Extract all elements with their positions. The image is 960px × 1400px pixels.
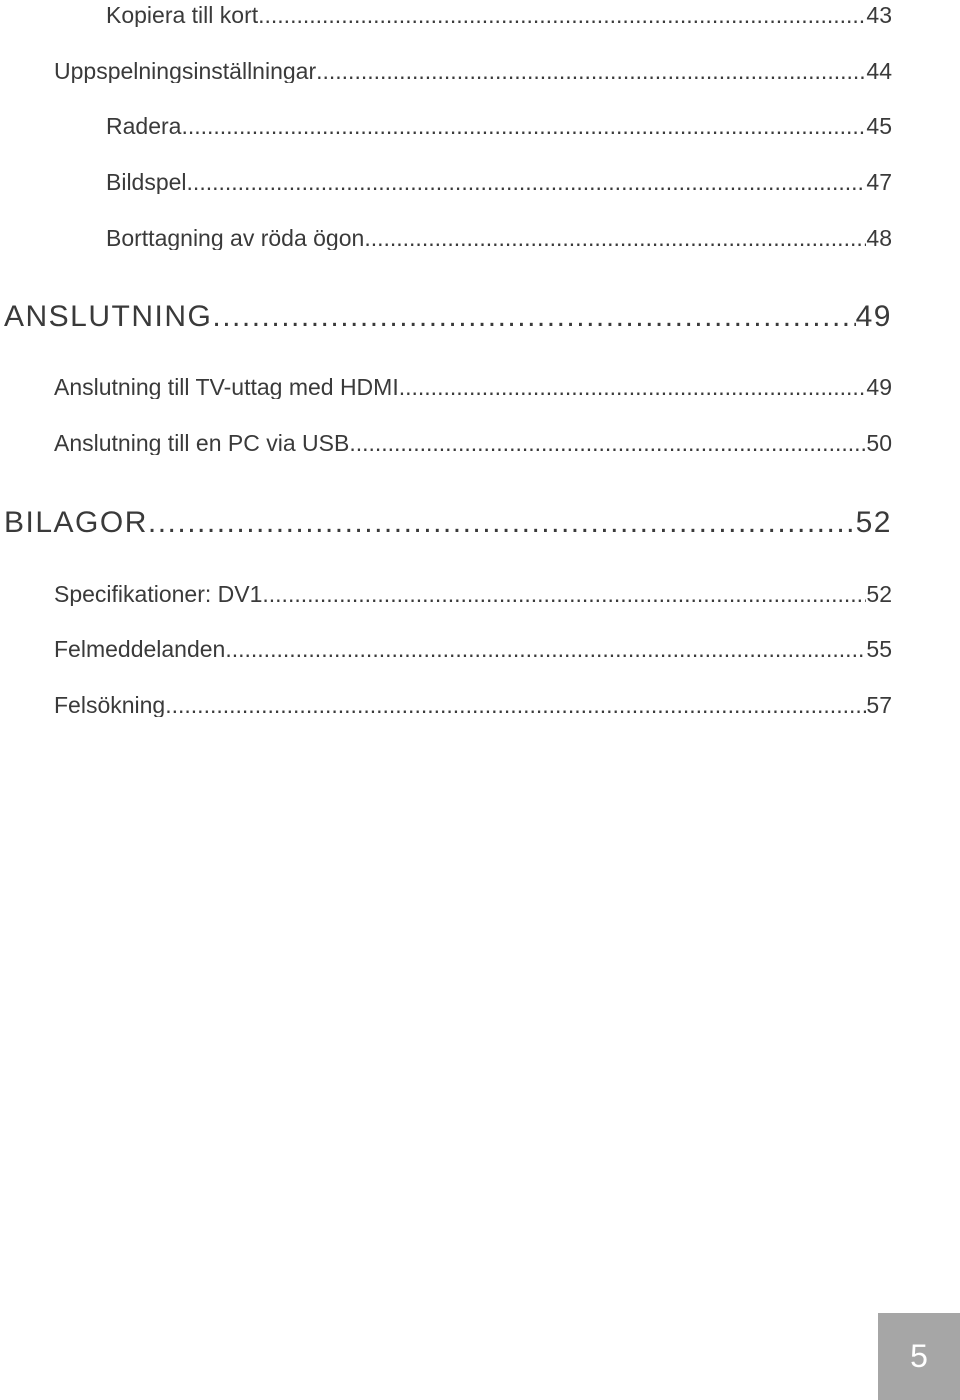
toc-section-anslutning[interactable] (4, 302, 892, 332)
toc-entry-title: Anslutning till TV-uttag med HDMI (54, 376, 399, 399)
toc-entry-anslutning-tv-hdmi[interactable] (54, 376, 892, 399)
dot-leader (225, 638, 866, 661)
dot-leader (148, 508, 856, 538)
toc-entry-title: Borttagning av röda ögon (106, 227, 365, 250)
dot-leader (349, 432, 866, 455)
toc-entry-bildspel[interactable] (106, 171, 892, 194)
dot-leader (399, 376, 867, 399)
toc-section-page: 52 (855, 508, 892, 538)
dot-leader (364, 227, 866, 250)
dot-leader (181, 115, 866, 138)
toc-entry-page: 47 (866, 171, 892, 194)
toc-entry-title: Kopiera till kort (106, 4, 259, 27)
toc-entry-page: 55 (866, 638, 892, 661)
toc-entry-specifikationer[interactable] (54, 583, 892, 606)
toc-entry-title: Uppspelningsinställningar (54, 60, 317, 83)
toc-entry-anslutning-pc-usb[interactable] (54, 432, 892, 455)
toc-entry-page: 43 (866, 4, 892, 27)
dot-leader (212, 302, 855, 332)
toc-entry-page: 45 (866, 115, 892, 138)
toc-entry-felmeddelanden[interactable] (54, 638, 892, 661)
toc-entry-title: Felmeddelanden (54, 638, 226, 661)
toc-entry-page: 44 (866, 60, 892, 83)
page-number-box (878, 1313, 960, 1400)
toc-section-title: BILAGOR (4, 508, 148, 538)
dot-leader (316, 60, 866, 83)
page-number: 5 (910, 1338, 928, 1374)
toc-entry-page: 48 (866, 227, 892, 250)
toc-entry-page: 50 (866, 432, 892, 455)
toc-entry-kopiera-till-kort[interactable] (106, 4, 892, 27)
toc-entry-page: 49 (866, 376, 892, 399)
toc-entry-uppspelningsinstallningar[interactable] (54, 60, 892, 83)
dot-leader (187, 171, 867, 194)
toc-entry-title: Specifikationer: DV1 (54, 583, 263, 606)
dot-leader (262, 583, 866, 606)
toc-entry-title: Felsökning (54, 694, 166, 717)
toc-entry-page: 52 (866, 583, 892, 606)
toc-entry-radera[interactable] (106, 115, 892, 138)
toc-entry-title: Radera (106, 115, 182, 138)
dot-leader (258, 4, 866, 27)
toc-entry-borttagning-av-roda-ogon[interactable] (106, 227, 892, 250)
toc-entry-felsokning[interactable] (54, 694, 892, 717)
toc-section-page: 49 (855, 302, 892, 332)
toc-section-title: ANSLUTNING (4, 302, 213, 332)
toc-entry-title: Bildspel (106, 171, 187, 194)
toc-entry-title: Anslutning till en PC via USB (54, 432, 350, 455)
toc-entry-page: 57 (866, 694, 892, 717)
toc-section-bilagor[interactable] (4, 508, 892, 538)
dot-leader (165, 694, 866, 717)
